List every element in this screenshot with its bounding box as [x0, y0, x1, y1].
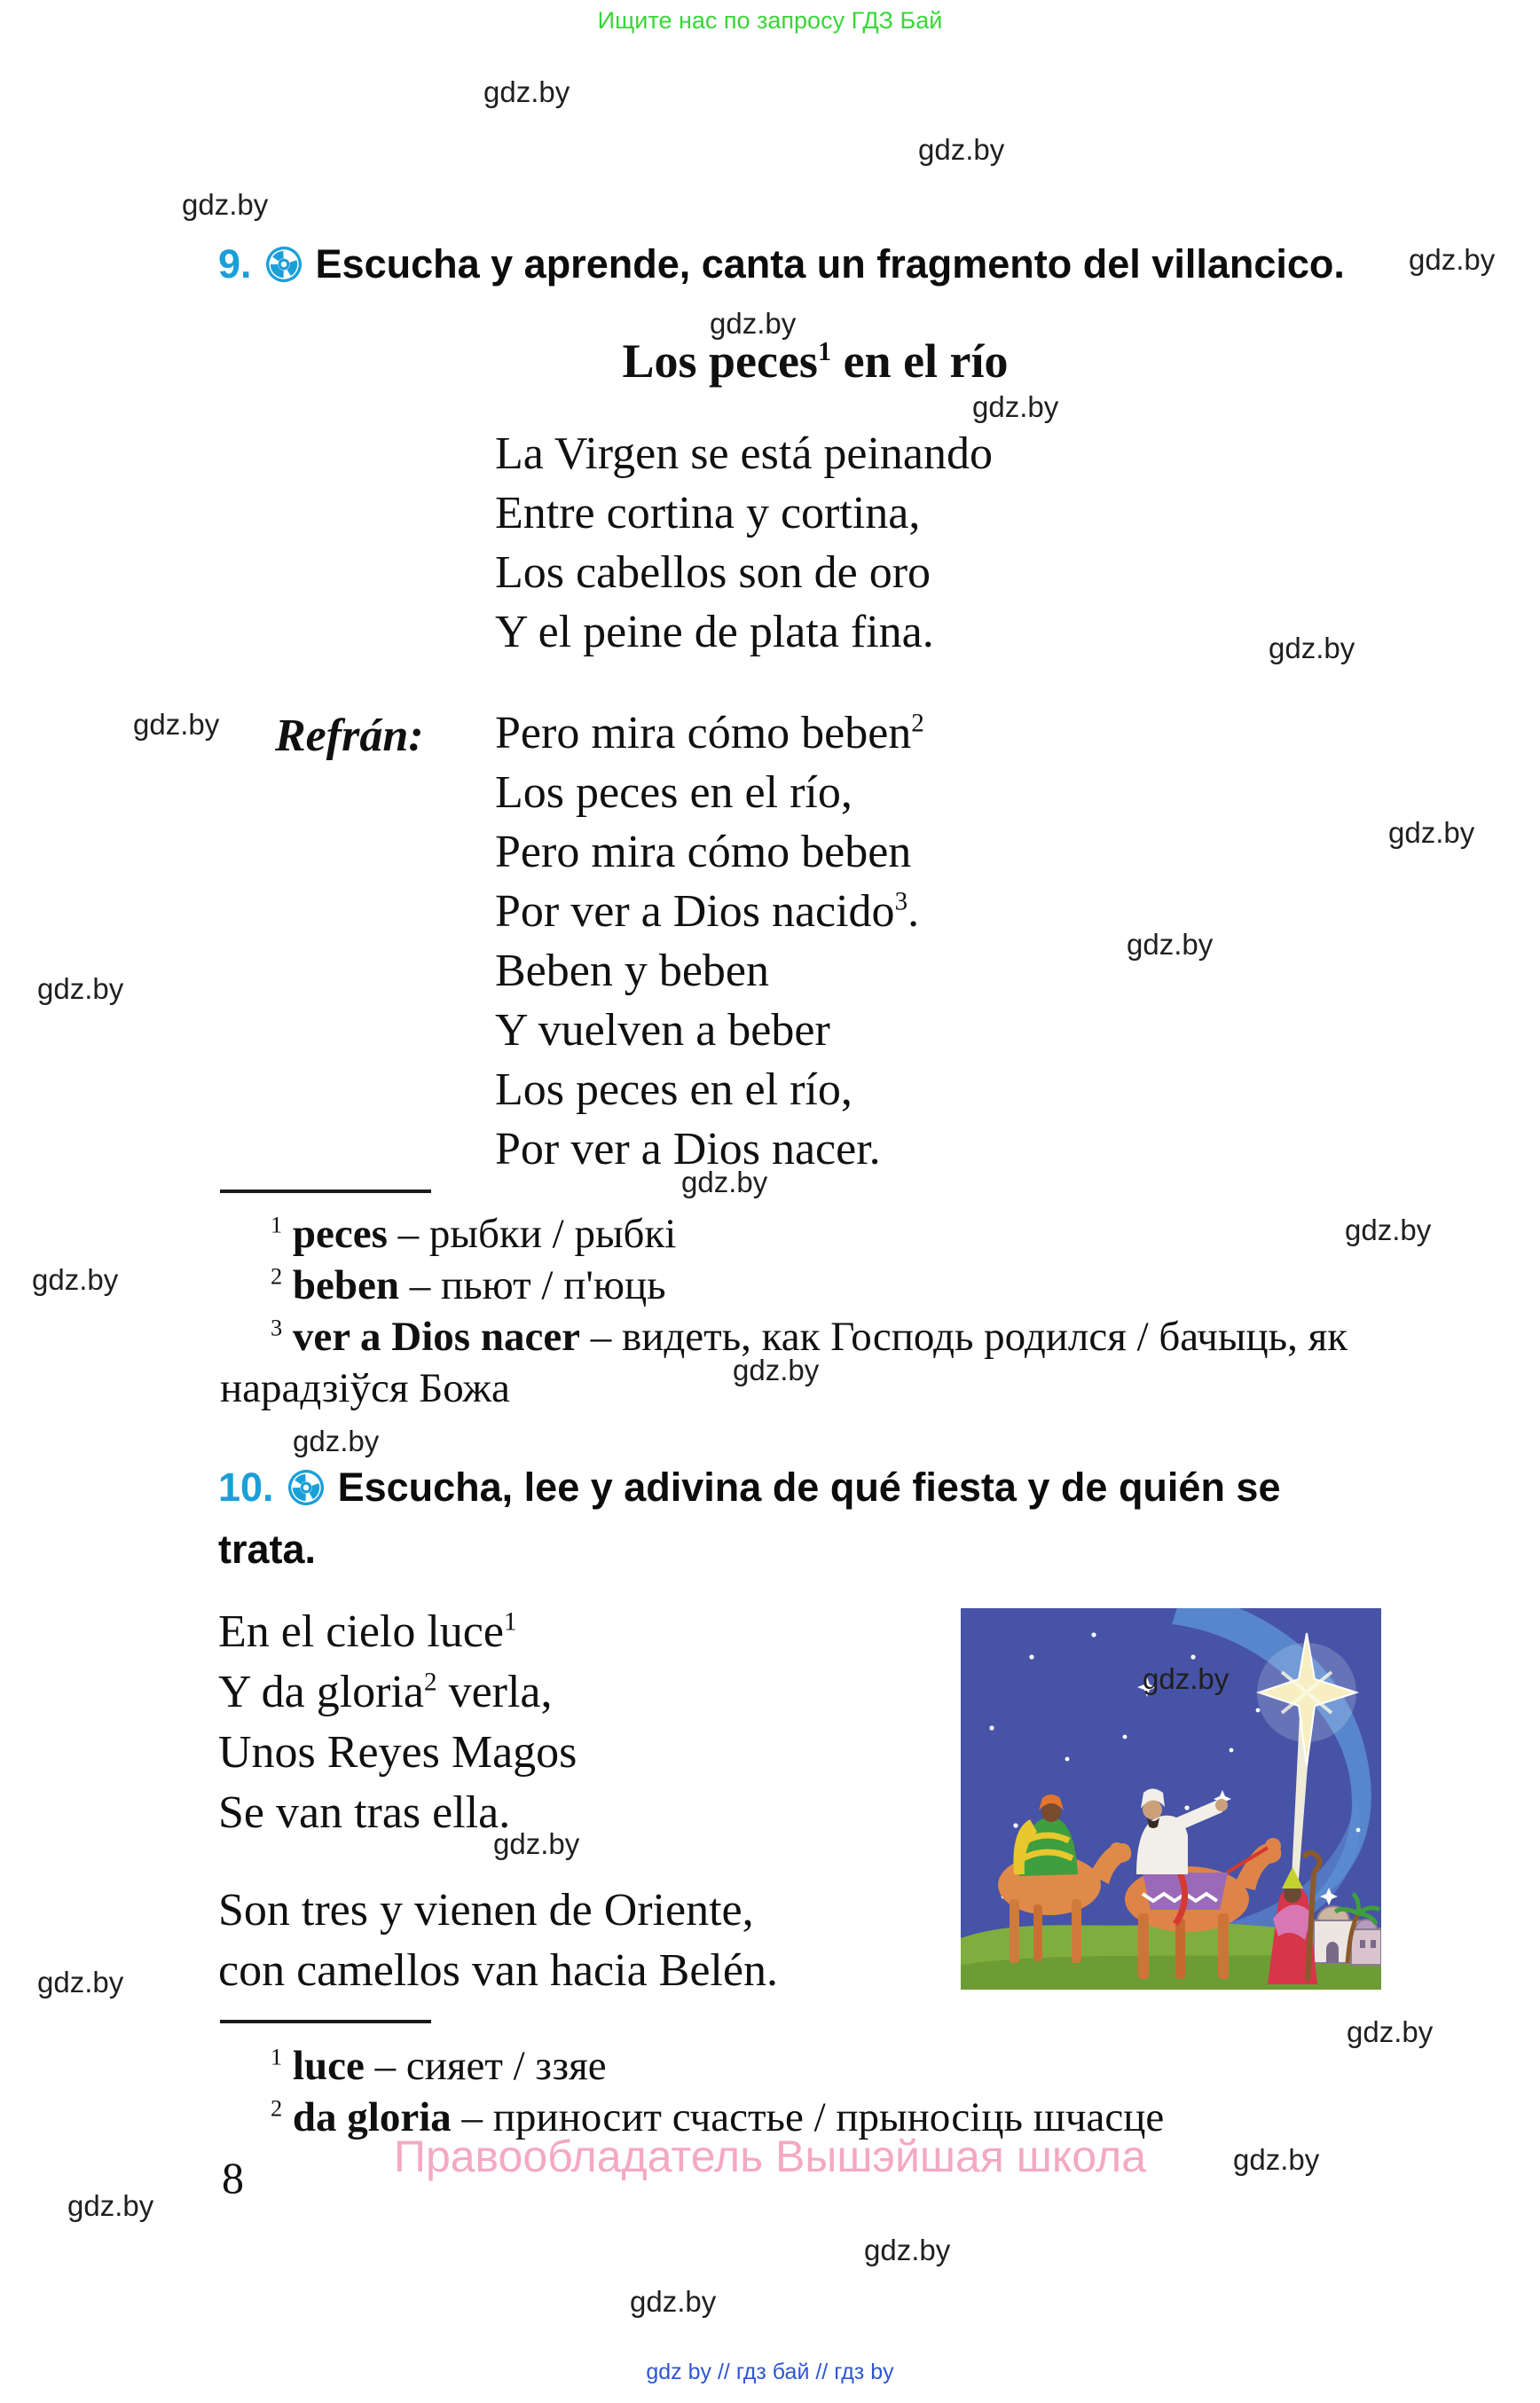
gdz-watermark: gdz.by — [37, 1966, 124, 1999]
text-line: Los cabellos son de oro — [495, 547, 931, 598]
exercise10-heading — [218, 1457, 1460, 1581]
poem-part2 — [218, 1881, 778, 2001]
text-line: Y da gloria$^2$ verla, — [218, 1667, 553, 1717]
footnote-rule — [220, 1190, 431, 1193]
text-line: Beben y beben — [495, 946, 770, 996]
exercise9-number: 9. — [218, 241, 252, 287]
gdz-watermark: gdz.by — [1345, 1213, 1432, 1246]
gdz-watermark: gdz.by — [1269, 632, 1355, 664]
text-line: $^1$ peces – рыбки / рыбкі — [271, 1211, 677, 1257]
gdz-watermark: gdz.by — [733, 1354, 820, 1386]
text-line: Por ver a Dios nacer. — [495, 1124, 881, 1174]
gdz-watermark: gdz.by — [1233, 2143, 1320, 2176]
text-line: $^2$ beben – пьют / п'юць — [271, 1262, 666, 1308]
text-line: $^3$ ver a Dios nacer – видеть, как Господь родился / бачыць, як нарадзіўся Божа — [220, 1314, 1348, 1411]
text-line: Por ver a Dios nacido$^3$. — [495, 886, 920, 937]
footnotes-exercise9 — [220, 1208, 1419, 1414]
cd-disc-icon — [264, 245, 303, 284]
text-line: $^1$ luce – сияет / ззяе — [271, 2043, 607, 2089]
gdz-watermark: gdz.by — [293, 1425, 380, 1457]
cd-disc-icon — [287, 1468, 326, 1507]
top-banner: Ищите нас по запросу ГДЗ Бай — [597, 7, 943, 34]
text-line: Unos Reyes Magos — [218, 1727, 578, 1778]
text-line: Y vuelven a beber — [495, 1005, 830, 1056]
text-line: Se van tras ella. — [218, 1787, 511, 1838]
exercise9-instruction: Escucha y aprende, canta un fragmento del villancico. — [315, 241, 1345, 287]
copyright-notice: Правообладатель Вышэйшая школа — [394, 2132, 1146, 2181]
text-line: Son tres y vienen de Oriente, — [218, 1885, 754, 1936]
gdz-watermark: gdz.by — [32, 1263, 119, 1296]
footnotes-exercise10 — [220, 2040, 1419, 2143]
gdz-watermark: gdz.by — [133, 708, 220, 741]
text-line: Los peces en el río, — [495, 1064, 852, 1115]
refrain-label: Refrán: — [275, 711, 424, 761]
gdz-watermark: gdz.by — [710, 307, 797, 340]
song-verse — [495, 424, 993, 662]
text-line: La Virgen se está peinando — [495, 428, 994, 479]
gdz-watermark: gdz.by — [493, 1827, 580, 1860]
text-line: $^2$ da gloria – приносит счастье / прыносіць шчасце — [271, 2094, 1165, 2140]
poem-part1 — [218, 1602, 577, 1843]
gdz-watermark: gdz.by — [1388, 816, 1475, 849]
exercise10-heading-line1 — [218, 1457, 1460, 1519]
footer-links[interactable]: gdz by // гдз бай // гдз by — [646, 2360, 894, 2384]
gdz-watermark: gdz.by — [630, 2285, 717, 2318]
text-line: con camellos van hacia Belén. — [218, 1945, 778, 1996]
song-refrain — [495, 703, 924, 1179]
text-line: Pero mira cómo beben — [495, 827, 912, 877]
gdz-watermark: gdz.by — [1347, 2015, 1434, 2048]
text-line: En el cielo luce$^1$ — [218, 1606, 517, 1657]
gdz-watermark: gdz.by — [918, 133, 1005, 166]
footnote-rule — [220, 2020, 431, 2023]
exercise10-number: 10. — [218, 1465, 274, 1510]
exercise9-heading — [218, 241, 1345, 287]
text-line: Pero mira cómo beben$^2$ — [495, 708, 924, 758]
gdz-watermark: gdz.by — [864, 2234, 951, 2266]
gdz-watermark: gdz.by — [37, 972, 124, 1005]
exercise10-instruction-line1: Escucha, lee y adivina de qué fiesta y de quién se — [337, 1465, 1281, 1510]
gdz-watermark: gdz.by — [67, 2189, 154, 2222]
song-title: Los peces$^1$ en el río — [622, 334, 1009, 388]
gdz-watermark: gdz.by — [1127, 928, 1214, 961]
text-line: Entre cortina y cortina, — [495, 488, 921, 538]
gdz-watermark: gdz.by — [1143, 1662, 1230, 1695]
gdz-watermark: gdz.by — [972, 390, 1059, 423]
gdz-watermark: gdz.by — [182, 188, 269, 221]
exercise10-instruction-line2-text: trata. — [218, 1527, 317, 1572]
text-line: Los peces en el río, — [495, 767, 852, 818]
text-line: Y el peine de plata fina. — [495, 607, 934, 657]
exercise10-instruction-line2 — [218, 1519, 1460, 1581]
gdz-watermark: gdz.by — [483, 75, 570, 108]
gdz-watermark: gdz.by — [681, 1166, 768, 1198]
page-number: 8 — [222, 2153, 244, 2203]
gdz-watermark: gdz.by — [1409, 243, 1496, 276]
